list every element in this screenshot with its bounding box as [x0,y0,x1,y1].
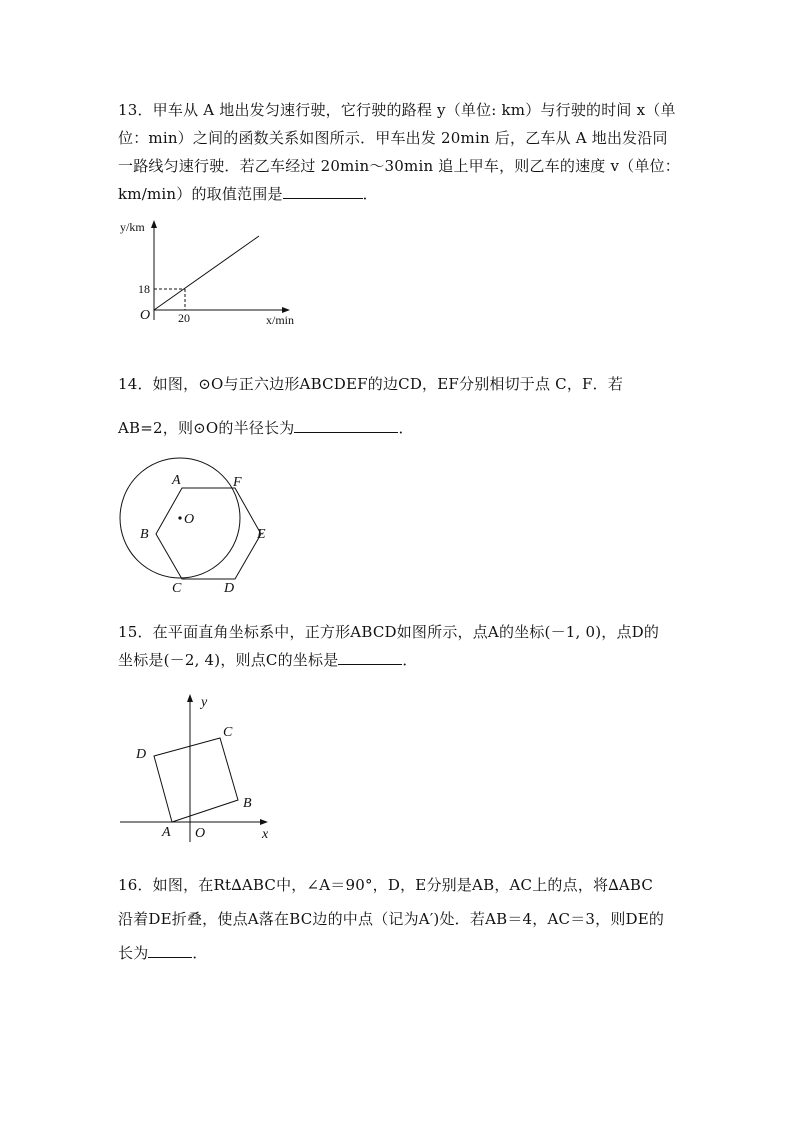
q13-answer-blank[interactable] [283,182,363,199]
q14-label-e: E [257,527,266,542]
q14-answer-blank[interactable] [294,416,398,433]
q13-xlabel: x/min [266,313,295,327]
q13-y-tick: 18 [138,282,150,296]
q14-hexagon [156,488,261,579]
q13-line-1: 13．甲车从 A 地出发匀速行驶，它行驶的路程 y（单位: km）与行驶的时间 x（单 [118,101,676,119]
q16-line-1: 16．如图，在Rt∆ABC中，∠A＝90°，D，E分别是AB，AC上的点，将∆ABC [118,876,654,894]
q16-end: ． [192,944,208,962]
q14-label-o: O [184,512,195,527]
q16-line-3-text: 长为 [118,944,149,962]
q15-label-d: D [136,747,147,762]
question-13 [118,96,688,208]
q13-x-tick: 20 [178,311,190,325]
q13-line-4 [118,180,688,208]
q15-label-x: x [262,827,269,842]
q13-line-4-text: km/min）的取值范围是 [118,185,283,203]
q15-end: ． [402,651,418,669]
q16-line-2: 沿着DE折叠，使点A落在BC边的中点（记为A′)处．若AB＝4，AC＝3，则DE的 [118,910,665,928]
q15-line-1: 15．在平面直角坐标系中，正方形ABCD如图所示，点A的坐标(－1, 0)，点D的 [118,623,660,641]
q14-label-d: D [224,581,235,596]
q15-figure [118,690,288,850]
q13-graph [118,218,318,328]
q13-end: ． [362,185,378,203]
q14-label-f: F [233,475,242,490]
q14-line-1: 14．如图，⊙O与正六边形ABCDEF的边CD，EF分别相切于点 C，F．若 [118,375,624,393]
q15-y-arrow [187,694,193,702]
q13-function-line [154,236,259,310]
q14-line-2 [118,406,688,450]
q14-label-b: B [140,527,149,542]
q15-label-a: A [162,825,171,840]
q14-center-point [178,516,181,519]
q15-x-arrow [260,819,268,825]
q15-label-y: y [201,695,208,710]
q15-label-o: O [195,826,206,841]
q13-y-arrow [151,220,157,228]
q15-line-2 [118,646,688,674]
q15-answer-blank[interactable] [338,648,402,665]
q14-end: ． [398,419,414,437]
q14-label-c: C [172,581,182,596]
q14-label-a: A [172,473,181,488]
q15-label-c: C [223,725,233,740]
q16-line-3 [118,936,688,970]
question-14 [118,362,688,450]
q13-line-3: 一路线匀速行驶．若乙车经过 20min～30min 追上甲车，则乙车的速度 v（单位： [118,157,680,175]
q14-figure [116,466,286,596]
q16-answer-blank[interactable] [148,941,192,958]
q15-line-2-text: 坐标是(－2, 4)，则点C的坐标是 [118,651,339,669]
question-15 [118,618,688,674]
q15-square [154,738,238,822]
q15-label-b: B [243,796,252,811]
q13-ylabel: y/km [120,220,145,234]
q14-line-2-text: AB=2，则⊙O的半径长为 [118,419,295,437]
q13-line-2: 位：min）之间的函数关系如图所示．甲车出发 20min 后，乙车从 A 地出发沿同 [118,129,668,147]
q13-origin: O [140,308,151,323]
question-16 [118,868,688,970]
